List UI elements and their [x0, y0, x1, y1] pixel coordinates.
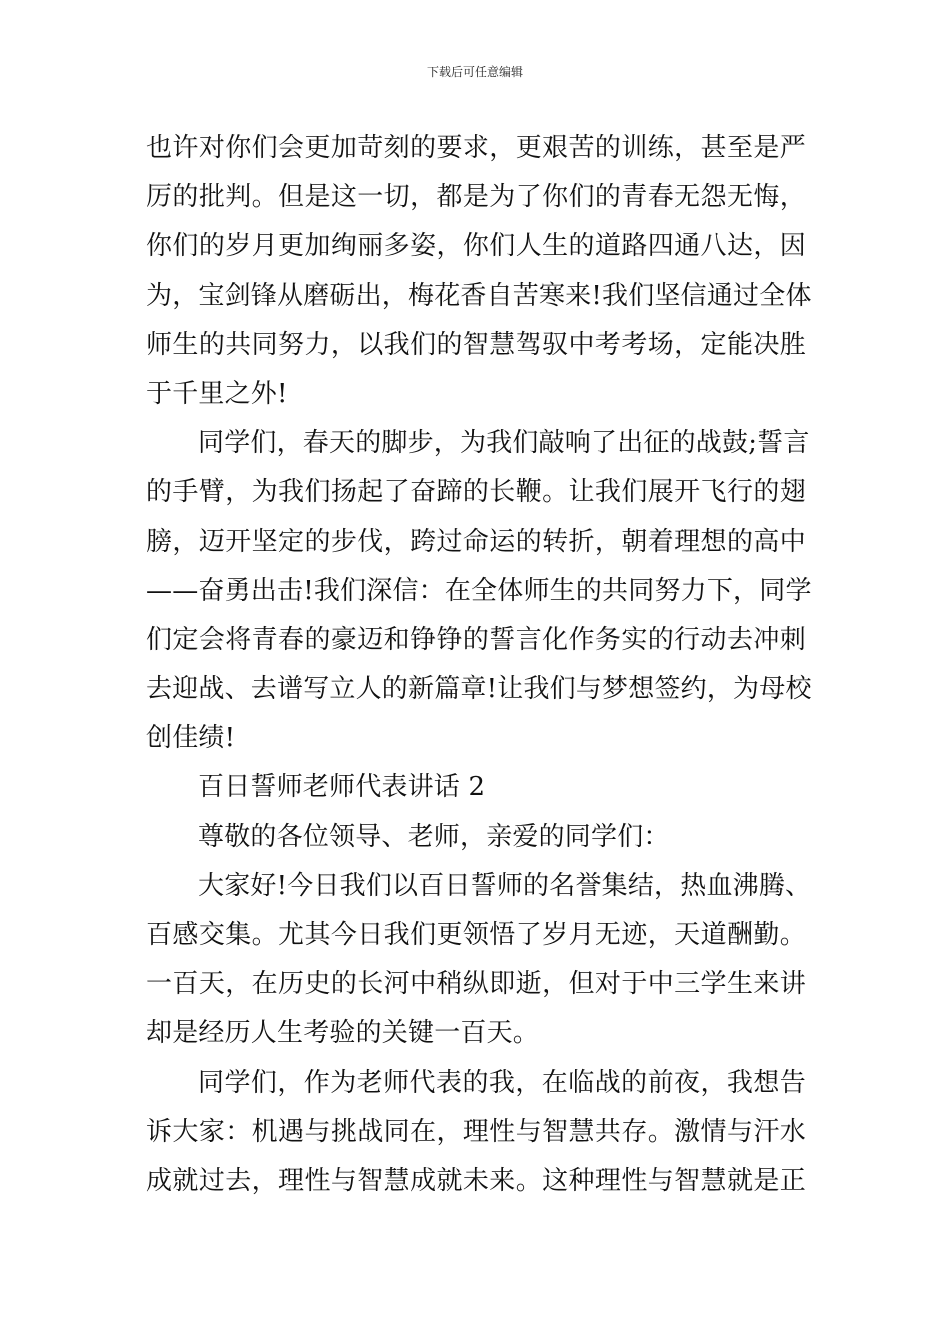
text-line: 也许对你们会更加苛刻的要求，更艰苦的训练，甚至是严	[146, 133, 806, 163]
text-line: ——奋勇出击!我们深信：在全体师生的共同努力下，同学	[146, 575, 812, 606]
text-line: 诉大家：机遇与挑战同在，理性与智慧共存。激情与汗水	[146, 1116, 806, 1147]
salutation: 尊敬的各位领导、老师，亲爱的同学们：	[198, 821, 670, 852]
text-line: 成就过去，理性与智慧成就未来。这种理性与智慧就是正	[146, 1165, 806, 1196]
text-line: 于千里之外!	[146, 378, 288, 409]
document-body	[146, 124, 812, 1206]
text-line: 们定会将青春的豪迈和铮铮的誓言化作务实的行动去冲刺	[146, 624, 806, 655]
text-line: 却是经历人生考验的关键一百天。	[146, 1018, 540, 1049]
text-line: 百感交集。尤其今日我们更领悟了岁月无迹，天道酬勤。	[146, 920, 806, 950]
section-heading: 百日誓师老师代表讲话 2	[198, 772, 486, 803]
text-line: 一百天，在历史的长河中稍纵即逝，但对于中三学生来讲	[146, 969, 806, 1000]
text-line: 膀，迈开坚定的步伐，跨过命运的转折，朝着理想的高中	[146, 526, 806, 557]
text-line: 师生的共同努力，以我们的智慧驾驭中考考场，定能决胜	[146, 329, 806, 360]
text-line: 你们的岁月更加绚丽多姿，你们人生的道路四通八达，因	[146, 231, 806, 262]
text-line: 去迎战、去谱写立人的新篇章!让我们与梦想签约，为母校	[146, 674, 812, 705]
text-line: 的手臂，为我们扬起了奋蹄的长鞭。让我们展开飞行的翅	[146, 477, 806, 508]
text-line: 同学们，作为老师代表的我，在临战的前夜，我想告	[198, 1067, 806, 1098]
header-note: 下载后可任意编辑	[426, 65, 523, 79]
text-line: 大家好!今日我们以百日誓师的名誉集结，热血沸腾、	[198, 870, 812, 901]
text-line: 创佳绩!	[146, 723, 236, 754]
text-line: 同学们，春天的脚步，为我们敲响了出征的战鼓;誓言	[198, 428, 810, 459]
text-line: 厉的批判。但是这一切，都是为了你们的青春无怨无悔，	[146, 182, 806, 213]
text-line: 为，宝剑锋从磨砺出，梅花香自苦寒来!我们坚信通过全体	[146, 280, 812, 311]
